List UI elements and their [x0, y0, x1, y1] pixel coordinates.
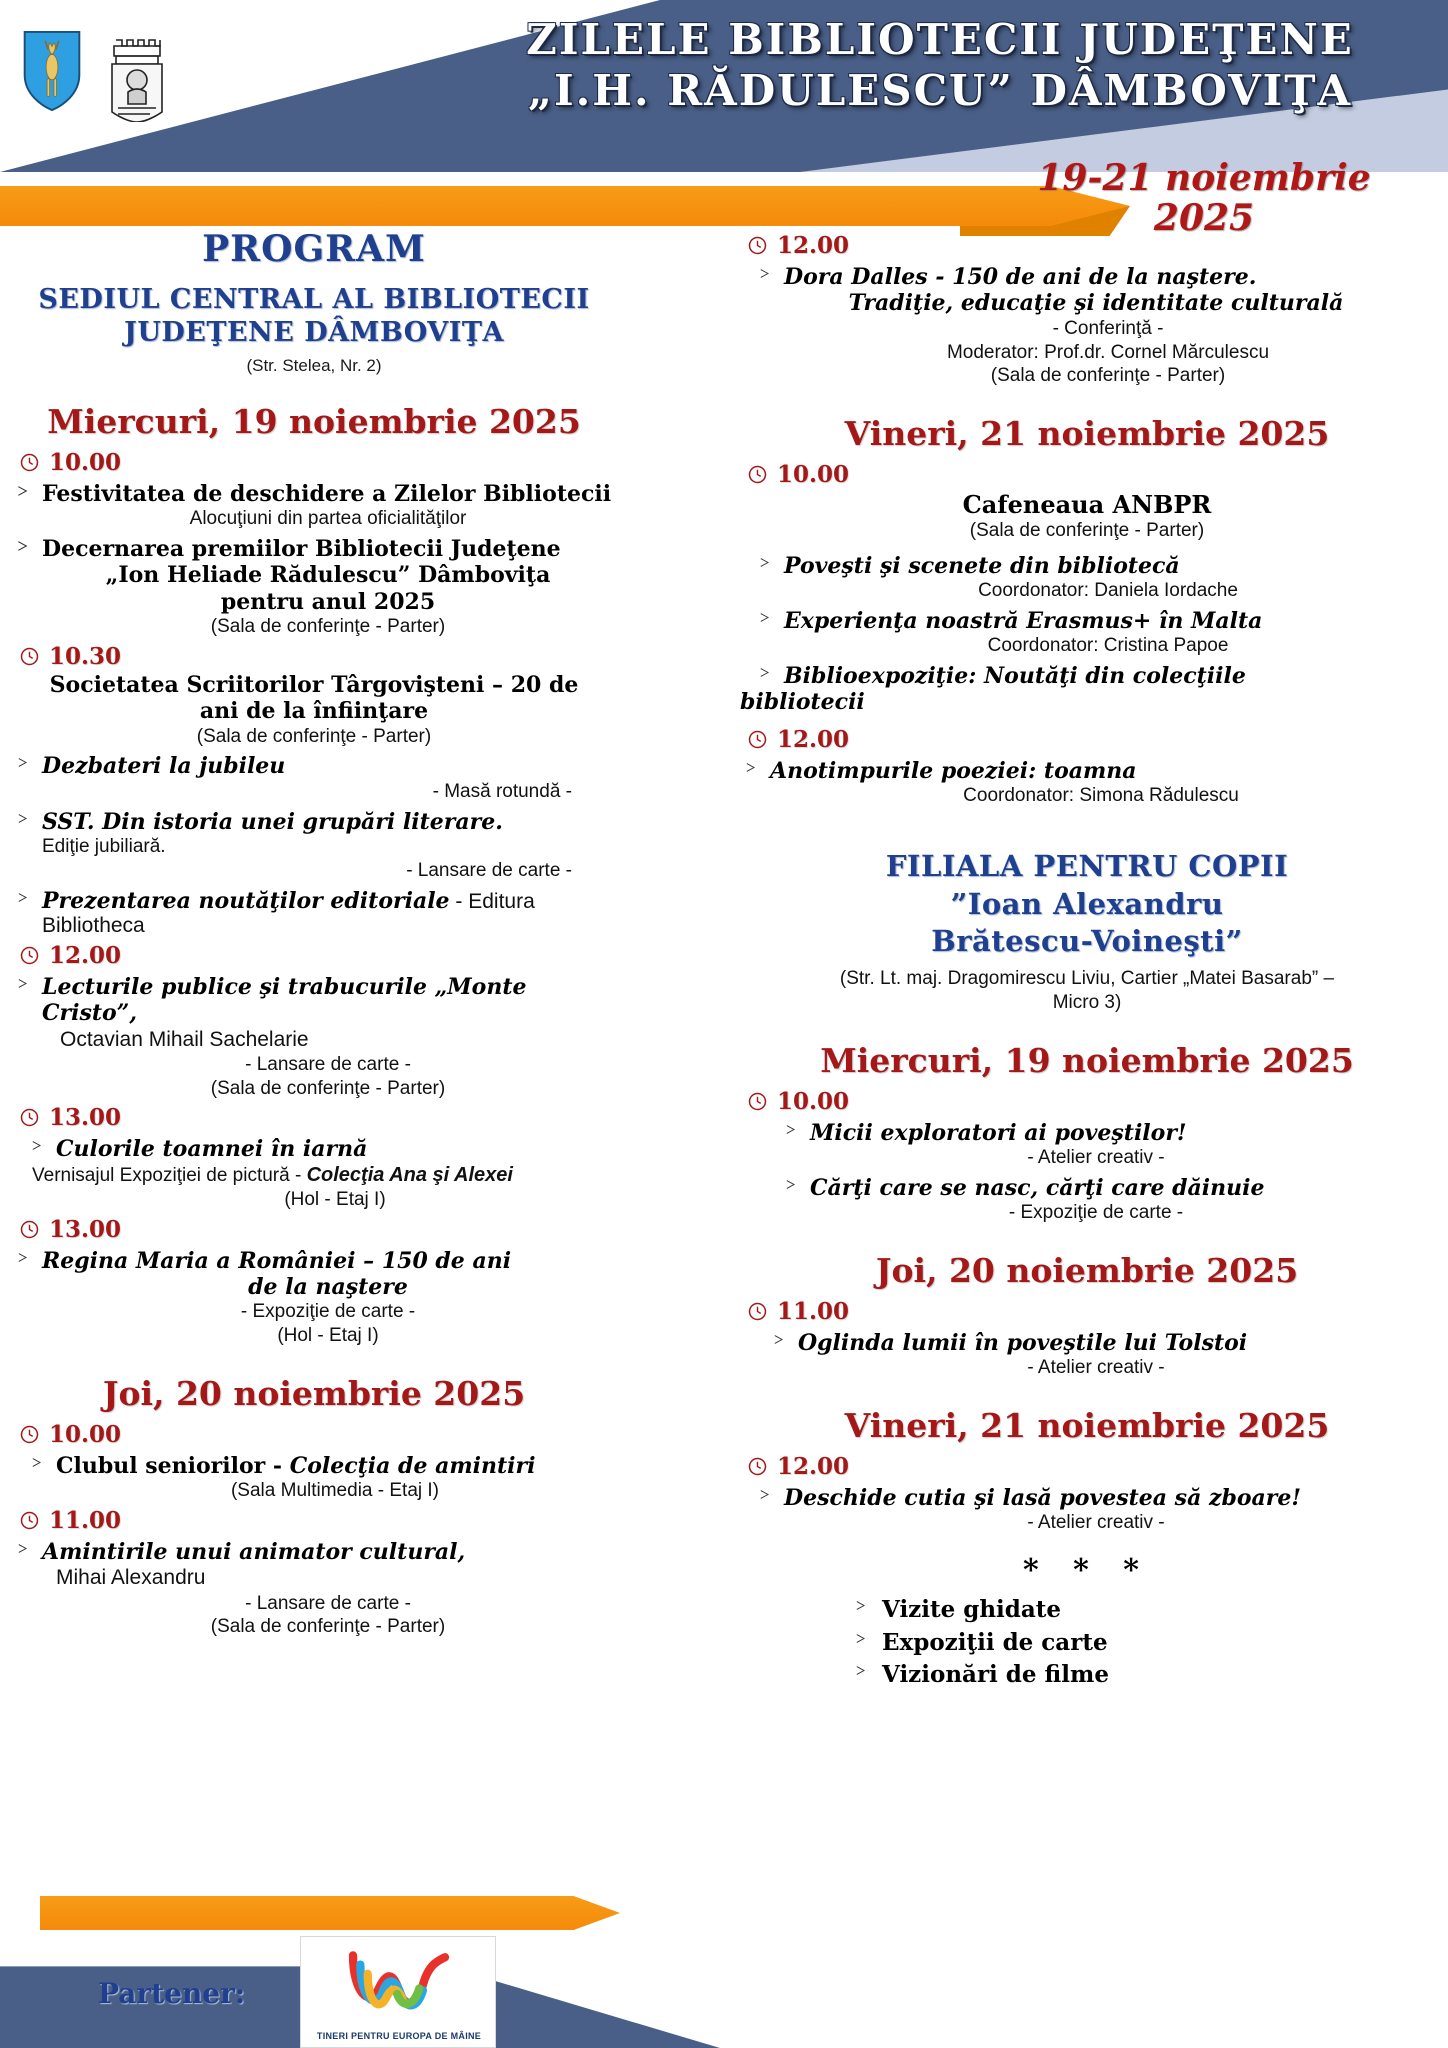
clock-icon [20, 946, 39, 965]
branch-address [742, 967, 1432, 1015]
activity-label: Vizionări de filme [882, 1661, 1109, 1689]
program-heading: PROGRAM [202, 228, 426, 270]
event-coordinator-row [784, 579, 1432, 603]
stars-divider: * * * [1023, 1553, 1151, 1589]
event-room: (Hol - Etaj I) [284, 1188, 386, 1210]
event-item [742, 264, 1432, 388]
arrow-bullet-icon [756, 663, 774, 677]
activity-label: Vizite ghidate [882, 1596, 1062, 1624]
event-title: Poveşti şi scenete din bibliotecă [784, 552, 1180, 579]
event-item [742, 663, 1432, 716]
time-label: 12.00 [49, 941, 122, 969]
main-venue-title [14, 284, 614, 350]
moderator-label: Moderator: Prof.dr. [946, 341, 1111, 363]
clock-icon [748, 1092, 767, 1111]
coordinator-name: Cristina Papoe [1103, 635, 1229, 657]
event-moderator-row [784, 341, 1432, 365]
event-item [742, 1485, 1432, 1535]
time-slot-row [20, 1216, 614, 1243]
event-title: Dezbateri la jubileu [42, 753, 286, 780]
clock-icon [748, 465, 767, 484]
event-title: Micii exploratori ai poveştilor! [810, 1119, 1187, 1146]
branch-line-1: FILIALA PENTRU COPII [885, 848, 1289, 883]
coats-of-arms [22, 30, 168, 122]
event-room: (Sala de conferinţe - Parter) [210, 616, 446, 638]
time-label: 10.00 [49, 448, 122, 476]
coordinator-label: Coordonator: [963, 785, 1080, 807]
event-title: Cărţi care se nasc, cărţi care dăinuie [810, 1174, 1265, 1201]
title-line-1: ZILELE BIBLIOTECII JUDEŢENE [526, 15, 1354, 64]
event-item [14, 1248, 614, 1348]
footer [0, 1868, 1448, 2048]
event-item [14, 753, 614, 803]
event-room: (Sala Multimedia - Etaj I) [230, 1480, 439, 1502]
branch-address-line-1: (Str. Lt. maj. Dragomirescu Liviu, Cartier „Matei Basarab” – [839, 968, 1335, 990]
partner-caption: TINERI PENTRU EUROPA DE MÂINE [316, 2031, 482, 2041]
event-title-line2: „Ion Heliade Rădulescu” Dâmboviţa [105, 562, 551, 589]
event-title-line3: pentru anul 2025 [220, 588, 436, 615]
event-title: Festivitatea de deschidere a Zilelor Bibliotecii [42, 480, 612, 507]
orange-arrow-bottom [40, 1896, 620, 1930]
event-title-line2: ani de la înfiinţare [199, 698, 429, 725]
event-item [14, 1453, 614, 1503]
arrow-bullet-icon [14, 753, 32, 767]
event-item [14, 1539, 614, 1639]
arrow-bullet-icon [14, 1248, 32, 1262]
time-slot-row [748, 1453, 1432, 1480]
event-title: Culorile toamnei în iarnă [56, 1136, 368, 1163]
arrow-bullet-icon [770, 1330, 788, 1344]
time-label: 11.00 [49, 1506, 122, 1534]
event-title: Lecturile publice şi trabucurile „Monte Cristo”, [42, 973, 527, 1027]
event-format: - Lansare de carte - [245, 1592, 411, 1614]
event-subtitle: Ediţie jubiliară. [42, 836, 166, 857]
event-subtitle: Vernisajul Expoziţiei de pictură - [32, 1164, 307, 1186]
day-heading-thursday: Joi, 20 noiembrie 2025 [102, 1373, 526, 1413]
event-item [14, 672, 614, 749]
arrow-bullet-icon [14, 809, 32, 823]
coordinator-label: Coordonator: [978, 580, 1095, 602]
event-title-row [56, 1453, 614, 1479]
event-title: Deschide cutia şi lasă povestea să zboare! [784, 1484, 1302, 1511]
event-item [14, 536, 614, 639]
event-item [14, 974, 614, 1101]
venue-line-1: SEDIUL CENTRAL AL BIBLIOTECII [38, 284, 590, 315]
event-coordinator-row [770, 784, 1432, 808]
branch-day-heading-wednesday: Miercuri, 19 noiembrie 2025 [820, 1040, 1354, 1080]
venue-line-2: JUDEŢENE DÂMBOVIŢA [124, 316, 504, 348]
moderator-name: Cornel Mărculescu [1110, 341, 1270, 363]
arrow-bullet-icon [852, 1596, 870, 1610]
event-title-line2: de la naştere [248, 1273, 408, 1300]
event-title: Regina Maria a României – 150 de ani [42, 1247, 512, 1274]
time-label: 13.00 [49, 1215, 122, 1243]
event-room: (Sala de conferinţe - Parter) [196, 725, 432, 747]
event-author: Mihai Alexandru [56, 1566, 206, 1590]
event-title: Anotimpurile poeziei: toamna [770, 757, 1137, 784]
arrow-bullet-icon [742, 758, 760, 772]
event-format: - Atelier creativ - [1027, 1512, 1165, 1534]
event-item [742, 553, 1432, 603]
arrow-bullet-icon [756, 608, 774, 622]
branch-day-heading-friday: Vineri, 21 noiembrie 2025 [844, 1405, 1330, 1445]
time-slot-row [20, 449, 614, 476]
time-label: 12.00 [777, 725, 850, 753]
time-label: 12.00 [777, 232, 850, 259]
date-line-1: 19-21 noiembrie [1037, 157, 1371, 199]
clock-icon [748, 236, 767, 255]
branch-address-line-2: Micro 3) [1052, 991, 1122, 1013]
general-activities-list [742, 1596, 1432, 1689]
branch-venue-title [742, 848, 1432, 961]
branch-day-heading-thursday: Joi, 20 noiembrie 2025 [875, 1250, 1299, 1290]
time-label: 10.30 [49, 642, 122, 670]
event-item [742, 608, 1432, 658]
clock-icon [20, 1511, 39, 1530]
arrow-bullet-icon [756, 553, 774, 567]
event-subtitle: - Masă rotundă - [432, 780, 572, 802]
arrow-bullet-icon [756, 264, 774, 278]
branch-line-3: Brătescu-Voineşti” [931, 924, 1243, 959]
cafe-room: (Sala de conferinţe - Parter) [969, 520, 1205, 542]
day-heading-friday: Vineri, 21 noiembrie 2025 [844, 414, 1330, 454]
event-item [742, 1330, 1432, 1380]
coordinator-name: Daniela Iordache [1094, 580, 1238, 602]
clock-icon [20, 1425, 39, 1444]
cafe-title: Cafeneaua ANBPR [962, 490, 1212, 520]
clock-icon [20, 647, 39, 666]
partner-logo-icon [301, 1937, 497, 2029]
event-room: (Sala de conferinţe - Parter) [210, 1077, 446, 1099]
branch-line-2: ”Ioan Alexandru [950, 886, 1224, 921]
arrow-bullet-icon [14, 536, 32, 551]
list-item [742, 1596, 1432, 1624]
event-room: (Sala de conferinţe - Parter) [990, 365, 1226, 387]
time-label: 10.00 [777, 461, 850, 489]
targoviste-coat-of-arms-icon [106, 30, 168, 122]
event-dates [994, 158, 1414, 239]
time-slot-row [20, 1104, 614, 1131]
event-format: - Atelier creativ - [1027, 1357, 1165, 1379]
activity-label: Expoziţii de carte [882, 1628, 1108, 1656]
event-title: Oglinda lumii în poveştile lui Tolstoi [798, 1329, 1248, 1356]
time-label: 12.00 [777, 1452, 850, 1480]
event-format: - Lansare de carte - [406, 859, 572, 881]
event-title: Prezentarea noutăţilor editoriale [42, 887, 450, 914]
event-title: SST. Din istoria unei grupări literare. [42, 808, 503, 835]
time-slot-row [20, 1507, 614, 1534]
time-slot-row [748, 1298, 1432, 1325]
list-item [742, 1661, 1432, 1689]
event-item [742, 1175, 1432, 1225]
event-collection: Colecţia Ana şi Alexei [306, 1163, 513, 1186]
clock-icon [20, 1220, 39, 1239]
event-title: Societatea Scriitorilor Târgovişteni – 20 de [49, 671, 579, 698]
event-item [742, 758, 1432, 808]
time-slot-row [748, 461, 1432, 488]
page-title [450, 14, 1430, 116]
event-item [14, 888, 614, 938]
event-title: Biblioexpoziţie: Noutăţi din colecţiile [784, 663, 1246, 690]
clock-icon [748, 1302, 767, 1321]
day-heading-wednesday: Miercuri, 19 noiembrie 2025 [47, 401, 581, 441]
event-format: - Lansare de carte - [245, 1053, 411, 1075]
clock-icon [748, 1457, 767, 1476]
list-item [742, 1629, 1432, 1657]
event-title: Clubul seniorilor - [56, 1452, 290, 1479]
time-slot-row [20, 643, 614, 670]
event-format: - Atelier creativ - [1027, 1146, 1165, 1168]
arrow-bullet-icon [852, 1629, 870, 1643]
clock-icon [20, 453, 39, 472]
event-title-line2: Tradiţie, educaţie şi identitate culturală [848, 290, 1344, 317]
event-publisher: - Editura Bibliotheca [42, 889, 535, 937]
arrow-bullet-icon [14, 1539, 32, 1553]
arrow-bullet-icon [756, 1485, 774, 1499]
clock-icon [20, 1108, 39, 1127]
time-label: 13.00 [49, 1104, 122, 1132]
right-column [742, 228, 1432, 1689]
event-format: - Expoziţie de carte - [240, 1301, 416, 1323]
event-title: Decernarea premiilor Bibliotecii Judeţene [42, 536, 561, 563]
arrow-bullet-icon [782, 1120, 800, 1134]
event-item [14, 481, 614, 531]
time-label: 11.00 [777, 1297, 850, 1325]
arrow-bullet-icon [28, 1136, 46, 1150]
coordinator-name: Simona Rădulescu [1079, 785, 1239, 807]
event-subtitle: Alocuţiuni din partea oficialităţilor [189, 508, 467, 530]
event-room: (Sala de conferinţe - Parter) [210, 1616, 446, 1638]
event-collection: Colecţia de amintiri [289, 1452, 536, 1479]
time-slot-row [748, 726, 1432, 753]
time-label: 10.00 [49, 1420, 122, 1448]
main-venue-address: (Str. Stelea, Nr. 2) [246, 355, 382, 375]
time-label: 10.00 [777, 1087, 850, 1115]
arrow-bullet-icon [14, 888, 32, 902]
time-slot-row [20, 1421, 614, 1448]
arrow-bullet-icon [782, 1175, 800, 1189]
event-subtitle-row [32, 1163, 614, 1188]
event-item [742, 1120, 1432, 1170]
title-line-2: „I.H. RĂDULESCU” DÂMBOVIŢA [527, 66, 1353, 116]
event-coordinator-row [784, 634, 1432, 658]
left-column [14, 228, 614, 1639]
arrow-bullet-icon [14, 481, 32, 496]
time-slot-row [748, 1088, 1432, 1115]
event-author: Octavian Mihail Sachelarie [60, 1027, 309, 1051]
coordinator-label: Coordonator: [987, 635, 1104, 657]
arrow-bullet-icon [14, 974, 32, 988]
event-title: Experienţa noastră Erasmus+ în Malta [784, 607, 1263, 634]
arrow-bullet-icon [28, 1453, 46, 1467]
event-format: - Conferinţă - [1052, 317, 1164, 339]
event-item [14, 809, 614, 883]
event-title: Amintirile unui animator cultural, [42, 1538, 466, 1565]
event-item [14, 1136, 614, 1211]
partner-logo [300, 1936, 496, 2048]
date-line-2: 2025 [1153, 197, 1255, 240]
event-title-row [42, 888, 614, 938]
event-room: (Hol - Etaj I) [277, 1325, 379, 1347]
arrow-bullet-icon [852, 1661, 870, 1675]
orange-arrow-top [0, 186, 1130, 226]
time-slot-row [20, 942, 614, 969]
partner-label: Partener: [98, 1977, 246, 2010]
event-title: Dora Dalles - 150 de ani de la naştere. [784, 264, 1257, 290]
dambovita-coat-of-arms-icon [22, 30, 82, 112]
event-format: - Expoziţie de carte - [1008, 1202, 1184, 1224]
clock-icon [748, 730, 767, 749]
event-title-line2: bibliotecii [740, 689, 865, 716]
